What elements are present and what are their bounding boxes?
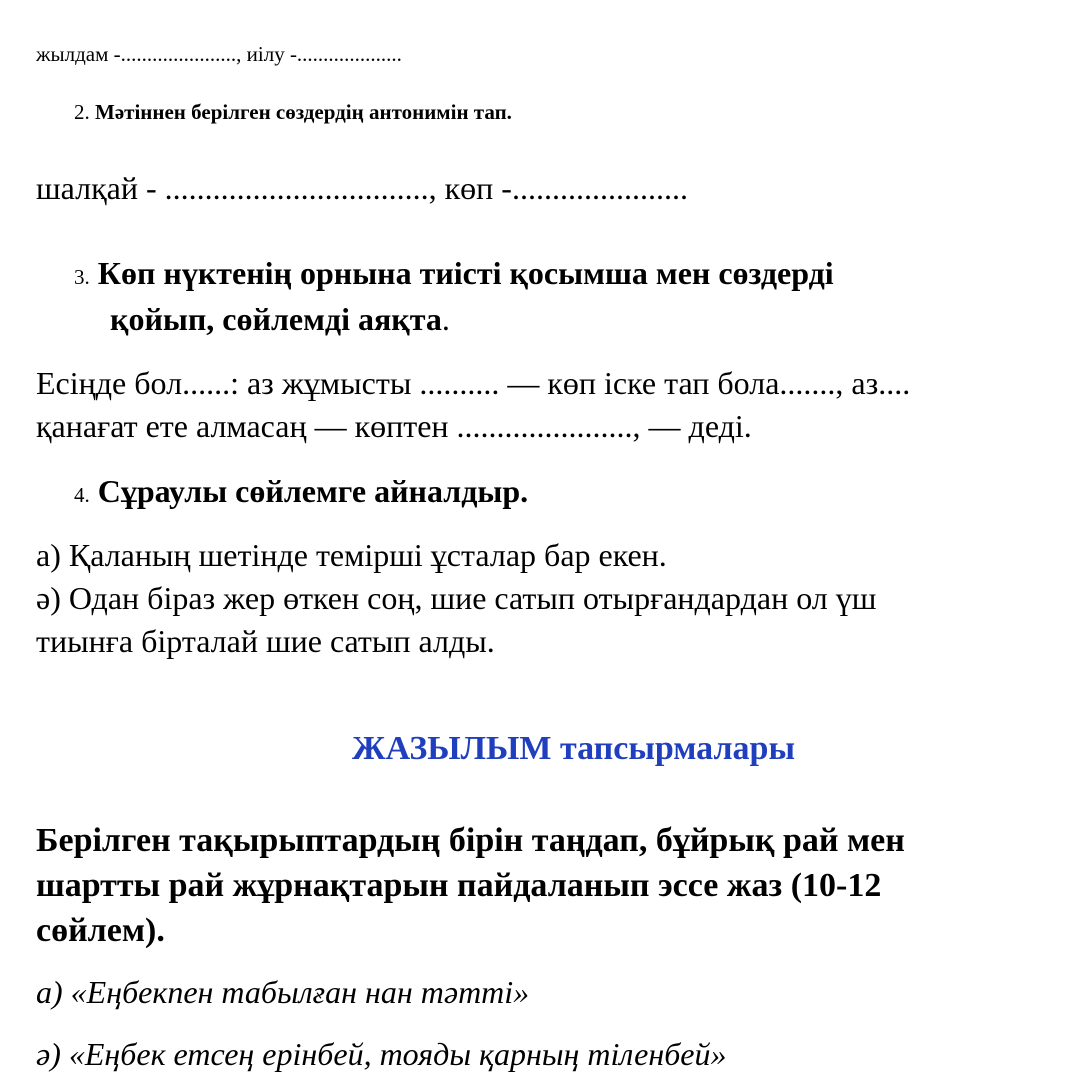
q3-text (36, 362, 1076, 448)
essay-topic-a: а) «Еңбекпен табылған нан тәтті» (36, 974, 530, 1010)
q4-title: Сұраулы сөйлемге айналдыр. (97, 473, 529, 509)
q4-heading (74, 470, 1034, 516)
q4-sentence-b-line1: ә) Одан біраз жер өткен соң, шие сатып отырғандардан ол үш (36, 580, 877, 616)
q4-sentences (36, 534, 1076, 663)
cut-off-text-fragment (196, 0, 436, 2)
q3-title-line2: қойып, сөйлемді аяқта (110, 301, 442, 337)
q3-title-end: . (441, 301, 450, 337)
writing-task-line3: сөйлем). (36, 912, 165, 949)
q4-number: 4. (74, 483, 90, 507)
q2-heading (74, 100, 512, 125)
q4-sentence-a: а) Қаланың шетінде темірші ұсталар бар екен. (36, 537, 667, 573)
q2-answer-line: шалқай - ................................., көп -...................... (36, 170, 688, 206)
q4-sentence-b-line2: тиынға бірталай шие сатып алды. (36, 623, 495, 659)
writing-task (36, 818, 1056, 953)
q3-title-line2-wrap (74, 298, 1034, 340)
writing-task-line2: шартты рай жұрнақтарын пайдаланып эссе жаз (10-12 (36, 867, 882, 904)
q3-heading (74, 252, 1034, 340)
q3-title-line1: Көп нүктенің орнына тиісті қосымша мен сөздерді (97, 255, 834, 291)
q1-answer-line: жылдам -......................, иілу -.................... (36, 42, 402, 66)
q3-text-line1: Есіңде бол......: аз жұмысты .......... — көп іске тап бола......., аз.... (36, 365, 911, 401)
q3-number: 3. (74, 265, 90, 289)
writing-task-line1: Берілген тақырыптардың бірін таңдап, бұйрық рай мен (36, 822, 905, 859)
q3-text-line2: қанағат ете алмасаң — көптен ......................, — деді. (36, 408, 752, 444)
q2-number: 2. (74, 100, 90, 124)
q2-title: Мәтіннен берілген сөздердің антонимін тап. (95, 100, 512, 124)
essay-topic-b: ә) «Еңбек етсең ерінбей, тояды қарның тіленбей» (36, 1036, 727, 1072)
writing-section-title: ЖАЗЫЛЫМ тапсырмалары (352, 730, 796, 767)
